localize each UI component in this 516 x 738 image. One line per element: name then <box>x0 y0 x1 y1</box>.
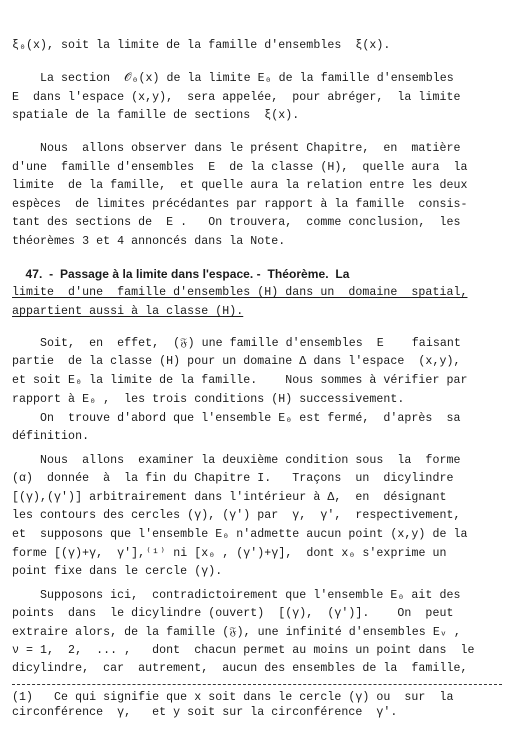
text-line: [(γ),(γ')] arbitrairement dans l'intérieur à Δ, en désignant <box>12 491 447 504</box>
theorem-statement: appartient aussi à la classe (H). <box>12 305 244 318</box>
text-line: (α) donnée à la fin du Chapitre I. Traçons un dicylindre <box>12 472 454 485</box>
text-line: les contours des cercles (γ), (γ') par γ, γ', respectivement, <box>12 509 461 522</box>
text-line: d'une famille d'ensembles E de la classe (H), quelle aura la <box>12 161 468 174</box>
text-line: extraire alors, de la famille (𝔉), une infinité d'ensembles Eᵥ , <box>12 626 461 639</box>
text-line: Nous allons observer dans le présent Chapitre, en matière <box>12 142 461 155</box>
text-line: forme [(γ)+γ, γ'],⁽¹⁾ ni [x₀ , (γ')+γ], dont x₀ s'exprime un <box>12 547 447 560</box>
text-line: On trouve d'abord que l'ensemble E₀ est fermé, d'après sa <box>12 412 461 425</box>
text-line: La section 𝒪₀(x) de la limite E₀ de la famille d'ensembles <box>12 72 454 85</box>
text-line: Soit, en effet, (𝔉) une famille d'ensembles E faisant <box>12 337 461 350</box>
text-line: et supposons que l'ensemble E₀ n'admette aucun point (x,y) de la <box>12 528 468 541</box>
text-line: limite de la famille, et quelle aura la relation entre les deux <box>12 179 468 192</box>
text-line: tant des sections de E . On trouvera, comme conclusion, les <box>12 216 461 229</box>
text-line: point fixe dans le cercle (γ). <box>12 565 223 578</box>
footnote-divider <box>12 684 502 685</box>
section-heading: 47. - Passage à la limite dans l'espace. - Théorème. La <box>12 267 350 281</box>
theorem-statement: limite d'une famille d'ensembles (H) dans un domaine spatial, <box>12 286 468 299</box>
footnote-line: (1) Ce qui signifie que x soit dans le cercle (γ) ou sur la <box>12 691 454 704</box>
text-line: E dans l'espace (x,y), sera appelée, pour abréger, la limite <box>12 91 461 104</box>
text-line: rapport à E₀ , les trois conditions (H) successivement. <box>12 393 405 406</box>
text-line: Nous allons examiner la deuxième condition sous la forme <box>12 454 461 467</box>
text-line: ν = 1, 2, ... , dont chacun permet au moins un point dans le <box>12 644 475 657</box>
text-line: et soit E₀ la limite de la famille. Nous sommes à vérifier par <box>12 374 468 387</box>
text-line: définition. <box>12 430 90 443</box>
text-line: Supposons ici, contradictoirement que l'ensemble E₀ ait des <box>12 589 461 602</box>
text-line: espèces de limites précédantes par rapport à la famille consis- <box>12 198 468 211</box>
text-line: ξ₀(x), soit la limite de la famille d'ensembles ξ(x). <box>12 39 391 52</box>
text-line: dicylindre, car autrement, aucun des ensembles de la famille, <box>12 662 468 675</box>
text-line: partie de la classe (H) pour un domaine Δ dans l'espace (x,y), <box>12 355 461 368</box>
text-line: théorèmes 3 et 4 annoncés dans la Note. <box>12 235 286 248</box>
footnote-line: circonférence γ, et y soit sur la circonférence γ'. <box>12 706 398 719</box>
text-line: spatiale de la famille de sections ξ(x). <box>12 109 300 122</box>
text-line: points dans le dicylindre (ouvert) [(γ), (γ')]. On peut <box>12 607 454 620</box>
